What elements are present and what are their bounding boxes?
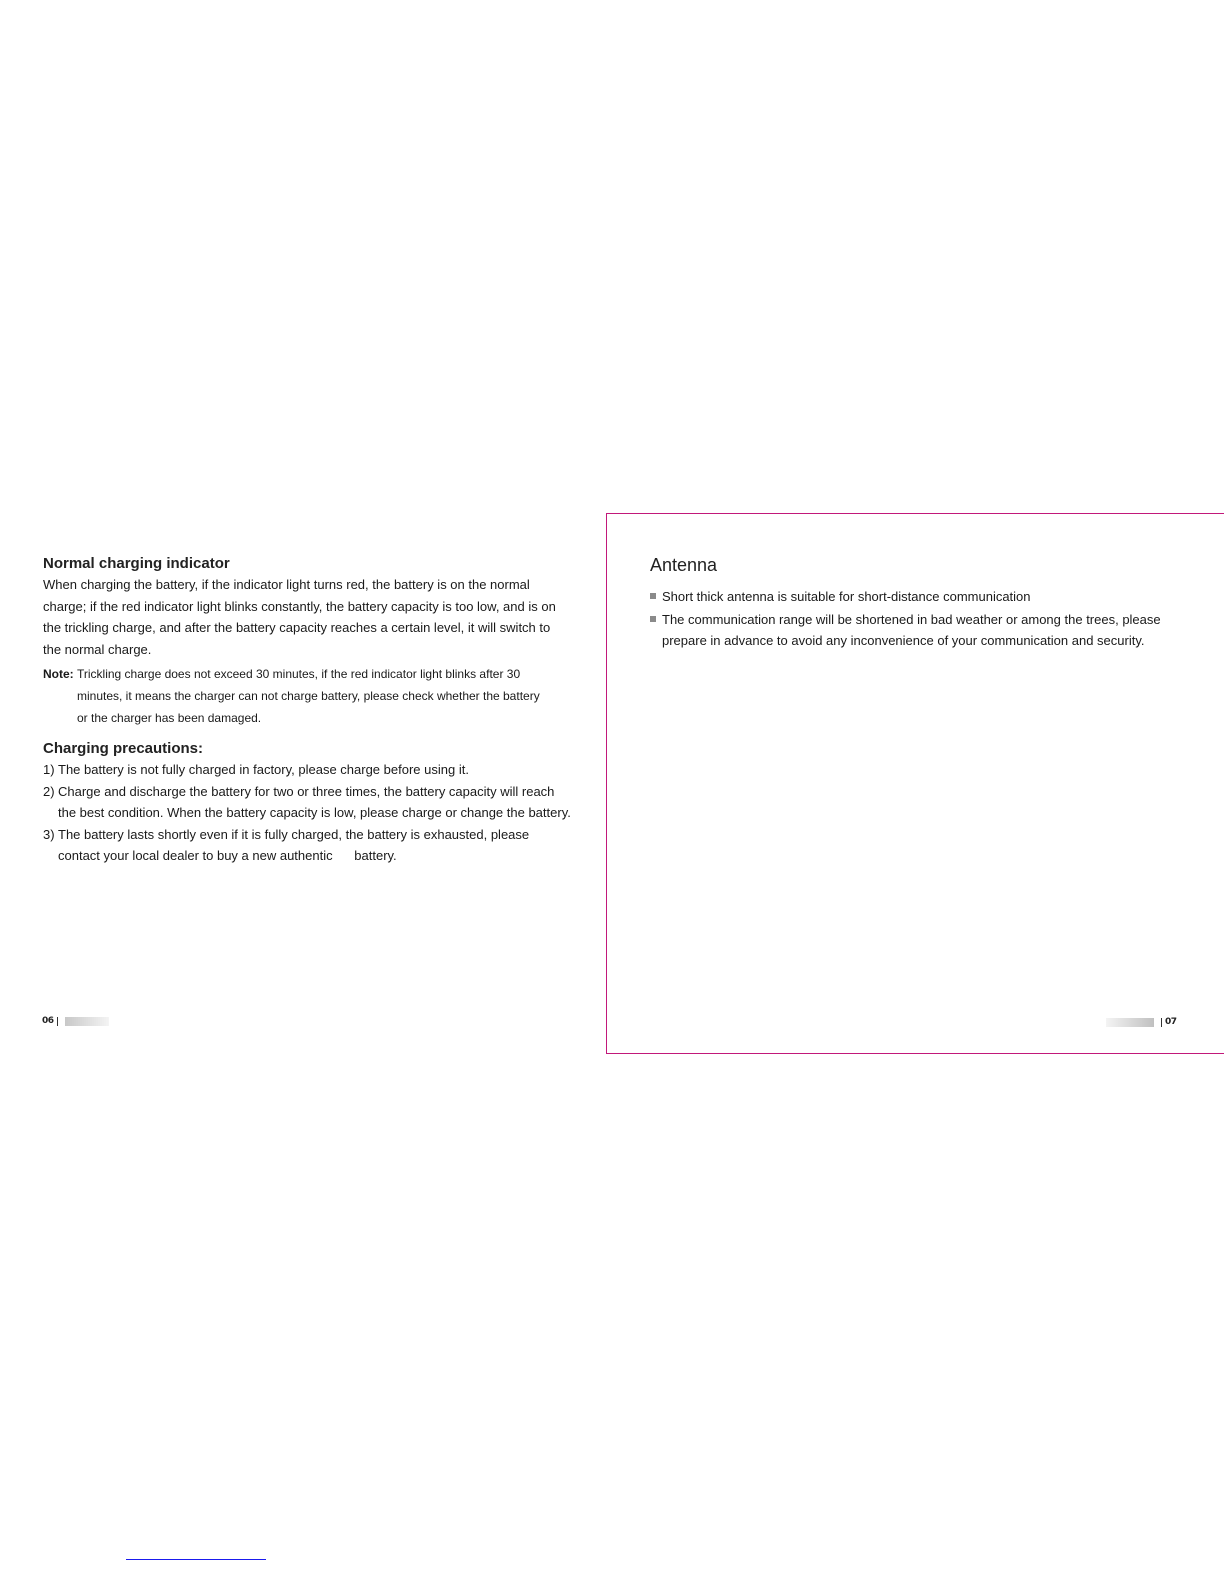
hyperlink-underline[interactable] xyxy=(126,1559,266,1560)
section-heading-antenna: Antenna xyxy=(650,555,718,575)
list-item xyxy=(43,781,588,824)
list-number: 3) xyxy=(43,826,55,842)
paragraph-line: charge; if the red indicator light blinks constantly, the battery capacity is too low, and is on xyxy=(43,598,556,614)
list-line: the best condition. When the battery capacity is low, please charge or change the battery. xyxy=(58,805,571,820)
page-footer-left xyxy=(42,1016,109,1026)
page-footer-right xyxy=(1106,1017,1177,1027)
paragraph-line: the trickling charge, and after the battery capacity reaches a certain level, it will switch to xyxy=(43,620,551,635)
square-bullet-icon xyxy=(650,616,656,622)
antenna-bullet-list xyxy=(650,586,1210,652)
list-line: The battery is not fully charged in factory, please charge before using it. xyxy=(58,762,469,777)
right-page-frame xyxy=(606,513,1224,1054)
section-heading-charging-indicator: Normal charging indicator xyxy=(43,555,230,572)
footer-gradient-bar xyxy=(1106,1018,1154,1027)
page-number: 07 xyxy=(1165,1017,1177,1027)
list-item xyxy=(43,759,588,781)
list-line: contact your local dealer to buy a new authentic battery. xyxy=(58,848,397,863)
bullet-item xyxy=(650,586,1210,608)
note-line: minutes, it means the charger can not charge battery, please check whether the battery xyxy=(77,689,540,703)
bullet-item xyxy=(650,609,1210,652)
page-number: 06 xyxy=(42,1016,54,1026)
note-line: or the charger has been damaged. xyxy=(77,711,262,725)
footer-gradient-bar xyxy=(65,1017,109,1026)
note-line: Trickling charge does not exceed 30 minutes, if the red indicator light blinks after 30 xyxy=(77,667,521,681)
list-item xyxy=(43,824,588,867)
page-number-separator xyxy=(57,1017,58,1026)
list-number: 1) xyxy=(43,762,55,777)
bullet-line: Short thick antenna is suitable for short-distance communication xyxy=(662,589,1031,604)
left-page xyxy=(0,0,606,1584)
list-number: 2) xyxy=(43,783,55,799)
list-line: The battery lasts shortly even if it is fully charged, the battery is exhausted, please xyxy=(58,826,530,842)
note-label: Note: xyxy=(43,667,74,681)
list-line: Charge and discharge the battery for two or three times, the battery capacity will reach xyxy=(58,783,555,799)
bullet-line: prepare in advance to avoid any inconvenience of your communication and security. xyxy=(662,633,1145,648)
square-bullet-icon xyxy=(650,593,656,599)
charging-indicator-paragraph xyxy=(43,574,583,660)
page-number-separator xyxy=(1161,1018,1162,1027)
note-block xyxy=(43,663,583,729)
bullet-line: The communication range will be shortened in bad weather or among the trees, please xyxy=(662,611,1161,627)
section-heading-charging-precautions: Charging precautions: xyxy=(43,740,204,757)
precautions-list xyxy=(43,759,588,867)
paragraph-line: the normal charge. xyxy=(43,641,152,657)
paragraph-line: When charging the battery, if the indicator light turns red, the battery is on the normal xyxy=(43,577,530,592)
